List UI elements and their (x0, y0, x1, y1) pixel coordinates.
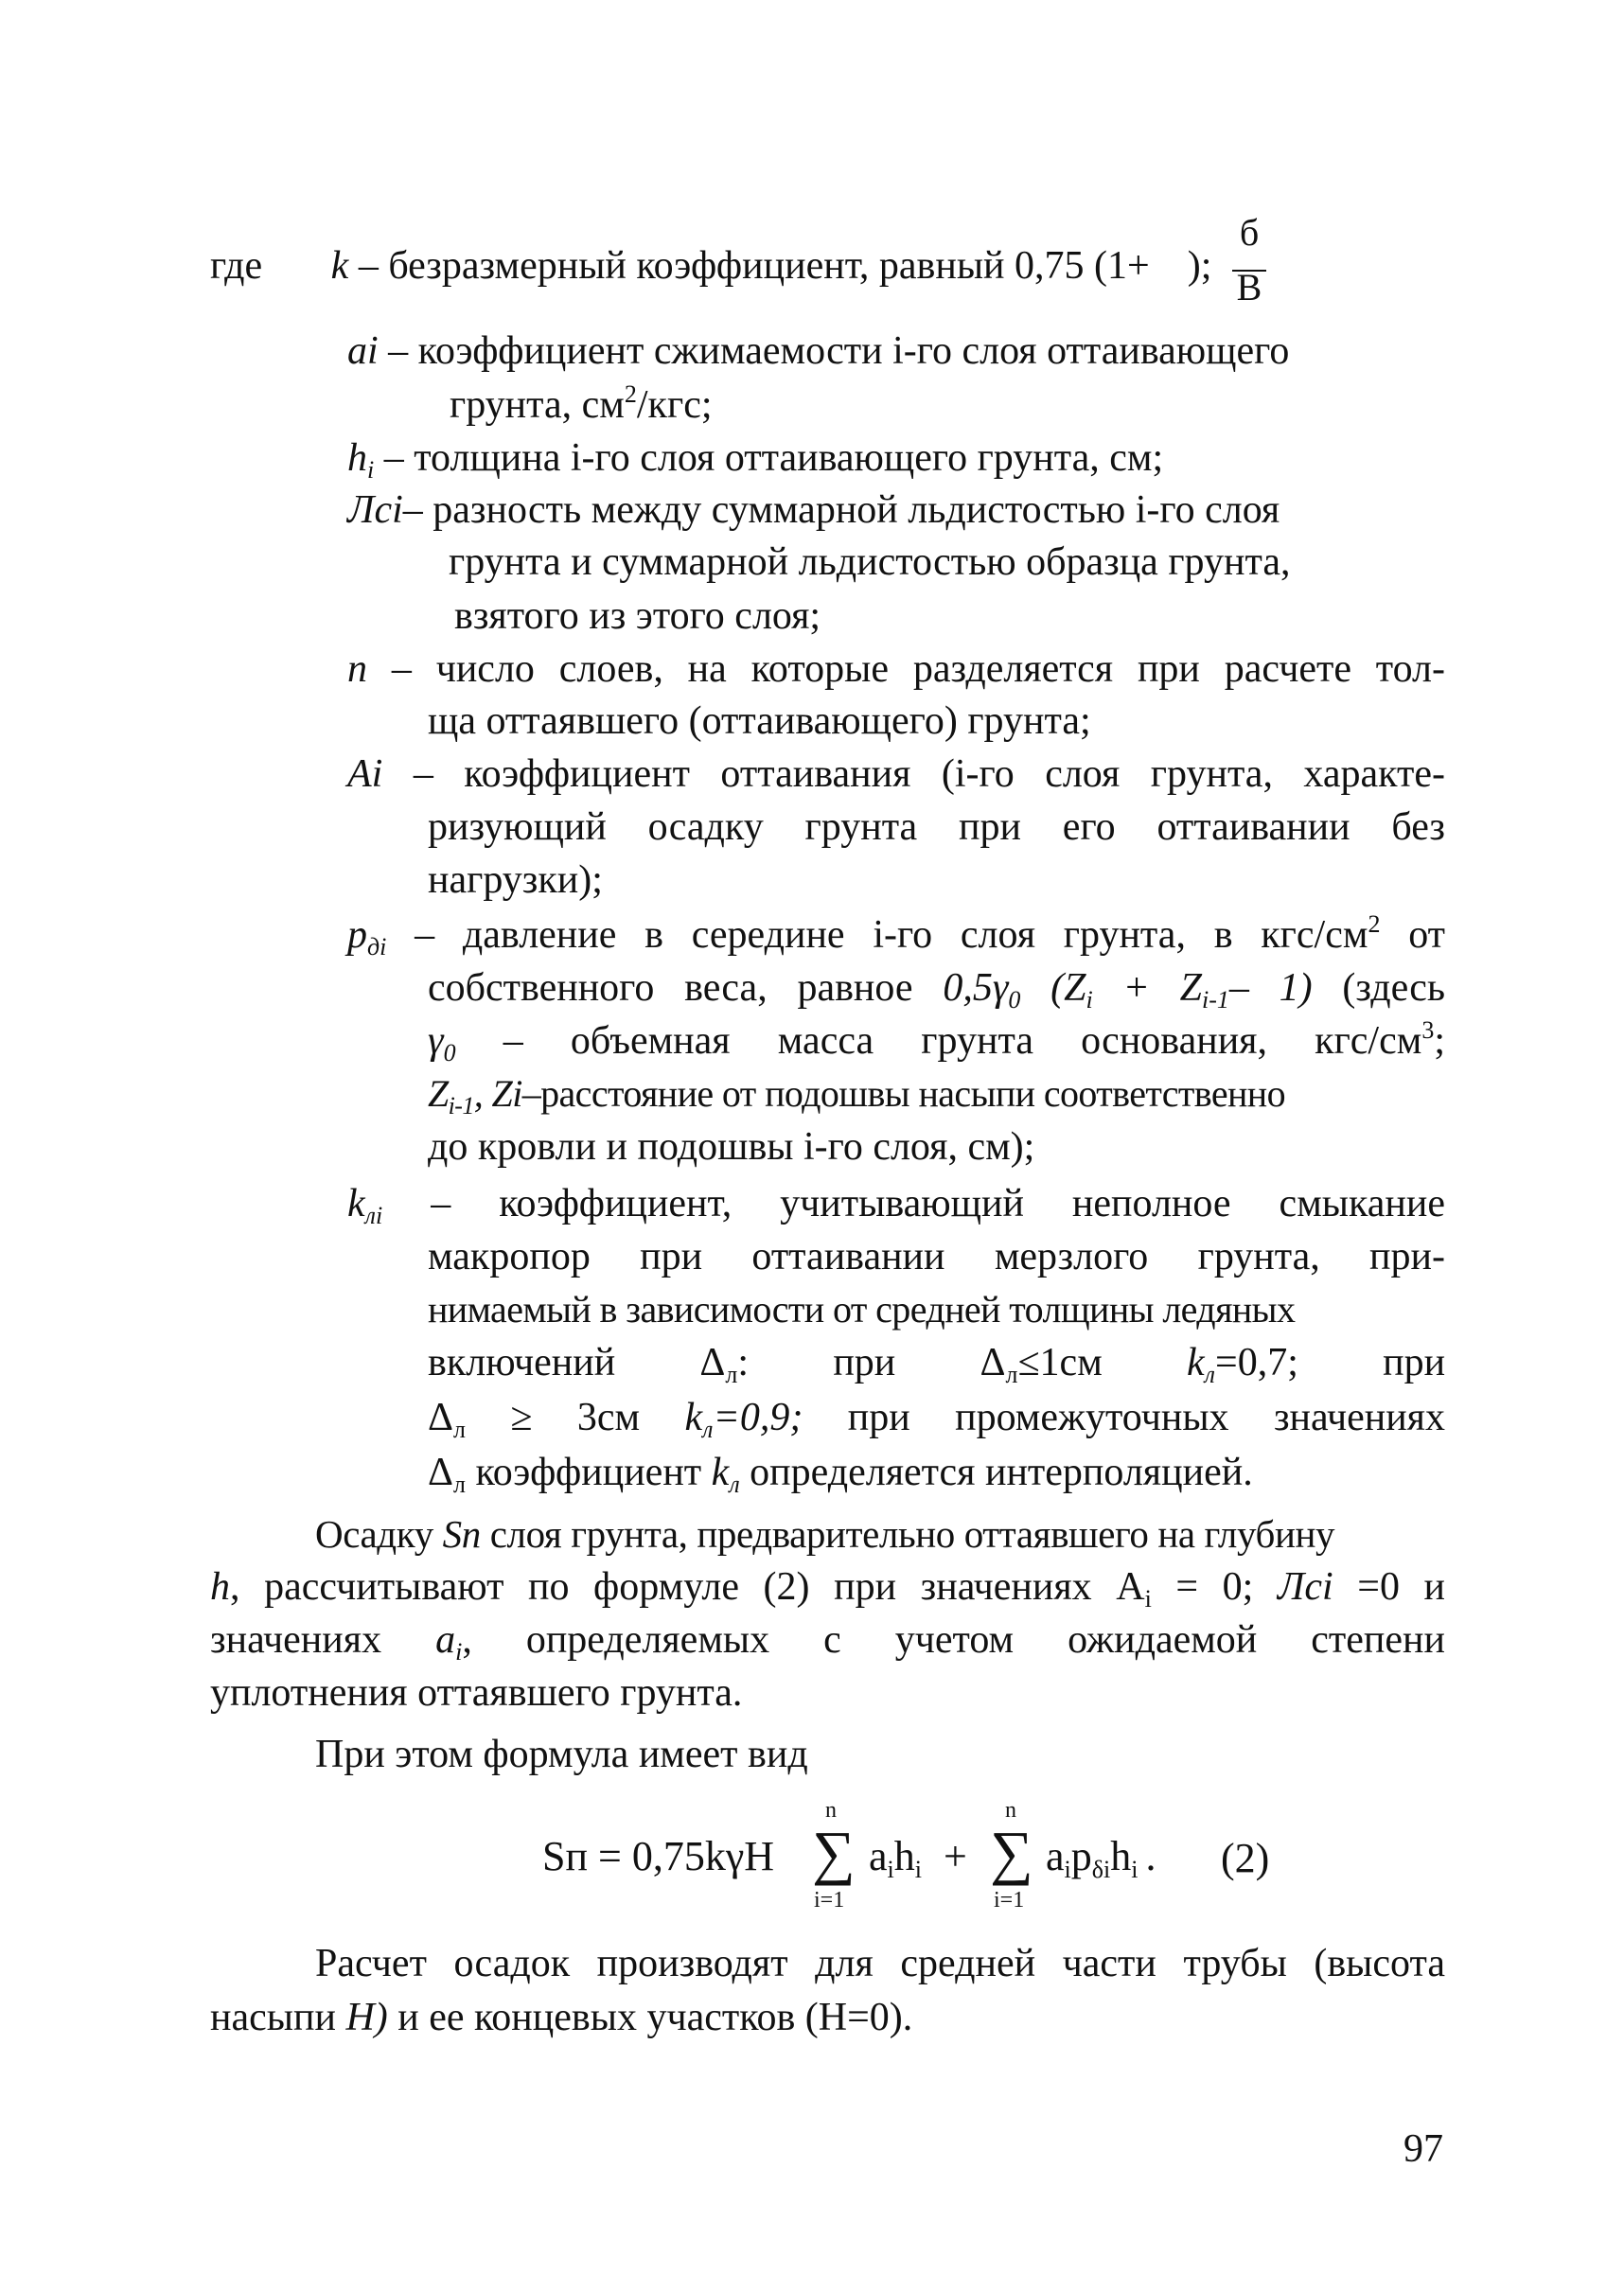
sum1-lower: i=1 (814, 1888, 845, 1913)
definition-Ai-line1: – коэффициент оттаивания (i-го слоя грунта, характе- (413, 752, 1445, 796)
paragraph1-line3: значениях $a_i$, определяемых с учетом ожидаемой степени (210, 1618, 1445, 1666)
definition-n-line2: ща оттаявшего (оттаивающего) грунта; (428, 699, 1091, 743)
definition-kl-line3: нимаемый в зависимости от средней толщины ледяных (428, 1288, 1296, 1331)
definition-pdi-line5: до кровли и подошвы i-го слоя, см); (428, 1125, 1035, 1169)
paragraph3-line2: насыпи H) и ее концевых участков (H=0). (210, 1996, 913, 2039)
expression: $0,5\gamma_0$ ($Z_i + Z_{i-1}-$ 1) (943, 966, 1313, 1014)
definition-ai-cont (450, 381, 713, 429)
definition-n (347, 645, 1445, 693)
definition-kl-line5: $\Delta_л \ge 3см$ $k_л=0,9$; при промежуточных значениях (428, 1396, 1446, 1443)
sum2-upper: n (1005, 1798, 1016, 1823)
sum1-sigma: ∑ (812, 1819, 856, 1886)
intro-word: где (210, 244, 263, 288)
text: –расстояние от подошвы насыпи соответственно (521, 1072, 1285, 1115)
definition-lci (347, 486, 1280, 534)
subscript: i (367, 456, 375, 484)
text: – коэффициент, учитывающий неполное смыкание (431, 1182, 1445, 1225)
subscript: лi (364, 1202, 383, 1229)
definition-lci-line1: – разность между суммарной льдистостью i-го слоя (402, 488, 1280, 532)
formula-term2: $a_ip_{\delta i}h_i$ . (1046, 1833, 1156, 1883)
superscript: 3 (1421, 1016, 1435, 1044)
fraction-numerator: б (1239, 211, 1260, 254)
formula-lhs: Sп = 0,75kγH (542, 1833, 775, 1879)
formula-term1: $a_ih_i$ + (869, 1833, 967, 1883)
symbol-h: h (347, 436, 367, 480)
definition-n-line1: – число слоев, на которые разделяется при расчете тол- (391, 647, 1446, 691)
definition-k (210, 242, 1211, 290)
page-number: 97 (1403, 2127, 1443, 2171)
definition-pdi-line1-end: от (1408, 913, 1446, 957)
definition-hi-text: – толщина i-го слоя оттаивающего грунта, см; (383, 436, 1164, 480)
definition-Ai (347, 750, 1445, 798)
definition-pdi-line4 (428, 1070, 1285, 1118)
definition-pdi (347, 911, 1445, 959)
superscript: 2 (624, 380, 637, 408)
symbol-n: n (347, 647, 367, 691)
symbol-z: Z (428, 1072, 449, 1115)
superscript: 2 (1368, 910, 1381, 938)
definition-kl (347, 1180, 1445, 1227)
symbol-lci: Лсi (347, 488, 403, 532)
text: – объемная масса грунта основания, кгс/см (503, 1019, 1422, 1063)
text: (здесь (1342, 966, 1446, 1010)
symbol-Ai: Аi (347, 752, 383, 796)
definition-Ai-line2: ризующий осадку грунта при его оттаивании без (428, 805, 1445, 849)
subscript: i-1 (448, 1092, 474, 1119)
definition-k-text: – безразмерный коэффициент, равный 0,75 (1+ (358, 244, 1150, 288)
symbol-k: k (330, 244, 349, 288)
paragraph1-line1: Осадку Sn слоя грунта, предварительно оттаявшего на глубину (315, 1512, 1335, 1556)
definition-pdi-line1: – давление в середине i-го слоя грунта, в кгс/см (415, 913, 1368, 957)
definition-k-end: ); (1187, 244, 1212, 288)
fraction-denominator: В (1236, 266, 1262, 308)
symbol-p: p (347, 913, 367, 957)
subscript: дi (367, 933, 387, 961)
text: собственного веса, равное (428, 966, 913, 1010)
paragraph1-line4: уплотнения оттаявшего грунта. (210, 1671, 743, 1715)
definition-kl-line4: включений $\Delta_л$: при $\Delta_л\le 1см$ $k_л=0,7$; при (428, 1341, 1446, 1388)
symbol-ai: ai (347, 329, 379, 373)
subscript: 0 (443, 1039, 456, 1066)
definition-ai-unit: /кгс; (636, 383, 713, 427)
sum1-upper: n (825, 1798, 837, 1823)
sum2-lower: i=1 (994, 1888, 1025, 1913)
symbol-k: k (347, 1182, 365, 1225)
definition-pdi-line3 (428, 1017, 1445, 1065)
symbol-zi: , Zi (473, 1072, 522, 1115)
definition-lci-line2: грунта и суммарной льдистостью образца грунта, (449, 540, 1291, 584)
paragraph3-line1: Расчет осадок производят для средней части трубы (высота (315, 1942, 1445, 1985)
definition-ai-line1: – коэффициент сжимаемости i-го слоя оттаивающего (388, 329, 1290, 373)
definition-lci-line3: взятого из этого слоя; (454, 594, 821, 638)
sum2-sigma: ∑ (990, 1819, 1033, 1886)
definition-ai-line2: грунта, см (450, 383, 625, 427)
paragraph1-line2: h, рассчитывают по формуле (2) при значениях $А_i = 0$; Лсi =0 и (210, 1565, 1446, 1613)
definition-kl-line6: $\Delta_л$ коэффициент $k_л$ определяется интерполяцией. (428, 1451, 1253, 1498)
formula-number: (2) (1221, 1835, 1270, 1881)
definition-kl-line2: макропор при оттаивании мерзлого грунта, при- (428, 1235, 1445, 1278)
symbol-gamma: γ (428, 1019, 444, 1063)
definition-Ai-line3: нагрузки); (428, 858, 603, 902)
definition-pdi-line2 (428, 964, 1445, 1012)
definition-hi (347, 434, 1163, 482)
definition-ai (347, 327, 1289, 375)
text: ; (1434, 1019, 1445, 1063)
paragraph2: При этом формула имеет вид (315, 1733, 808, 1776)
